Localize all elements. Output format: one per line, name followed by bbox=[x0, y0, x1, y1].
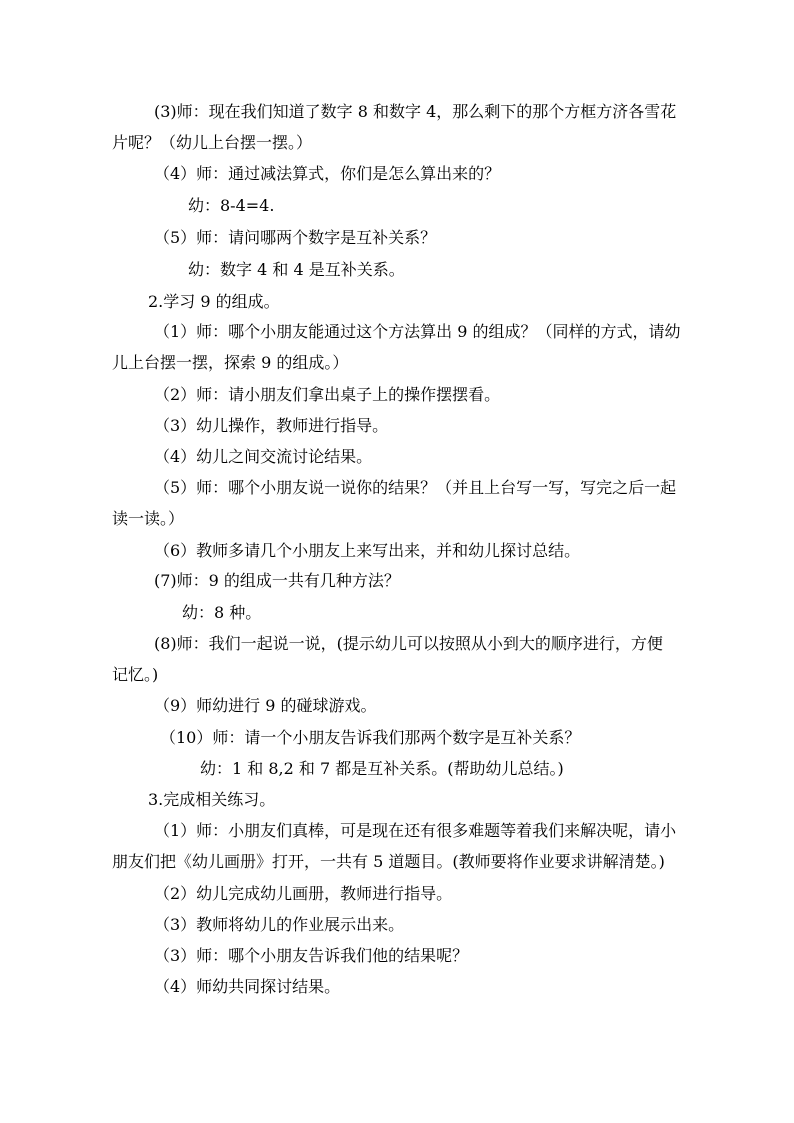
text-line: (7)师：9 的组成一共有几种方法？ bbox=[154, 571, 400, 590]
text-line: （3）师：哪个小朋友告诉我们他的结果呢？ bbox=[154, 946, 469, 965]
text-line: （1）师：小朋友们真棒，可是现在还有很多难题等着我们来解决呢，请小 bbox=[154, 821, 677, 840]
text-line: 幼：1 和 8,2 和 7 都是互补关系。(帮助幼儿总结。) bbox=[200, 759, 564, 778]
text-line: (8)师：我们一起说一说，(提示幼儿可以按照从小到大的顺序进行，方便 bbox=[154, 634, 663, 653]
text-line: （4）师：通过减法算式，你们是怎么算出来的？ bbox=[154, 164, 501, 183]
section-heading: 3.完成相关练习。 bbox=[148, 790, 276, 809]
text-line: 朋友们把《幼儿画册》打开，一共有 5 道题目。(教师要将作业要求讲解清楚。) bbox=[112, 852, 665, 871]
text-line: （3）教师将幼儿的作业展示出来。 bbox=[154, 915, 405, 934]
text-line: （4）幼儿之间交流讨论结果。 bbox=[154, 447, 373, 466]
text-line: 儿上台摆一摆，探索 9 的组成。） bbox=[112, 353, 349, 372]
text-line: （10）师：请一个小朋友告诉我们那两个数字是互补关系？ bbox=[160, 728, 581, 747]
text-line: （9）师幼进行 9 的碰球游戏。 bbox=[154, 696, 377, 715]
text-line: （4）师幼共同探讨结果。 bbox=[154, 977, 341, 996]
text-line: （2）幼儿完成幼儿画册，教师进行指导。 bbox=[154, 884, 453, 903]
text-line: (3)师：现在我们知道了数字 8 和数字 4，那么剩下的那个方框方济各雪花 bbox=[154, 102, 677, 121]
text-line: 幼：数字 4 和 4 是互补关系。 bbox=[188, 260, 405, 279]
text-line: 幼：8-4=4. bbox=[188, 196, 275, 215]
text-line: （1）师：哪个小朋友能通过这个方法算出 9 的组成？（同样的方式，请幼 bbox=[154, 322, 681, 341]
text-line: （2）师：请小朋友们拿出桌子上的操作摆摆看。 bbox=[154, 385, 501, 404]
text-line: （5）师：请问哪两个数字是互补关系？ bbox=[154, 228, 437, 247]
text-line: （6）教师多请几个小朋友上来写出来，并和幼儿探讨总结。 bbox=[154, 541, 581, 560]
text-line: （5）师：哪个小朋友说一说你的结果？（并且上台写一写，写完之后一起 bbox=[154, 478, 677, 497]
text-line: 记忆。) bbox=[112, 665, 159, 684]
text-line: 读一读。） bbox=[112, 509, 185, 528]
text-line: 片呢？（幼儿上台摆一摆。） bbox=[112, 133, 313, 152]
text-line: （3）幼儿操作，教师进行指导。 bbox=[154, 416, 389, 435]
text-line: 幼：8 种。 bbox=[182, 603, 262, 622]
section-heading: 2.学习 9 的组成。 bbox=[148, 292, 280, 311]
